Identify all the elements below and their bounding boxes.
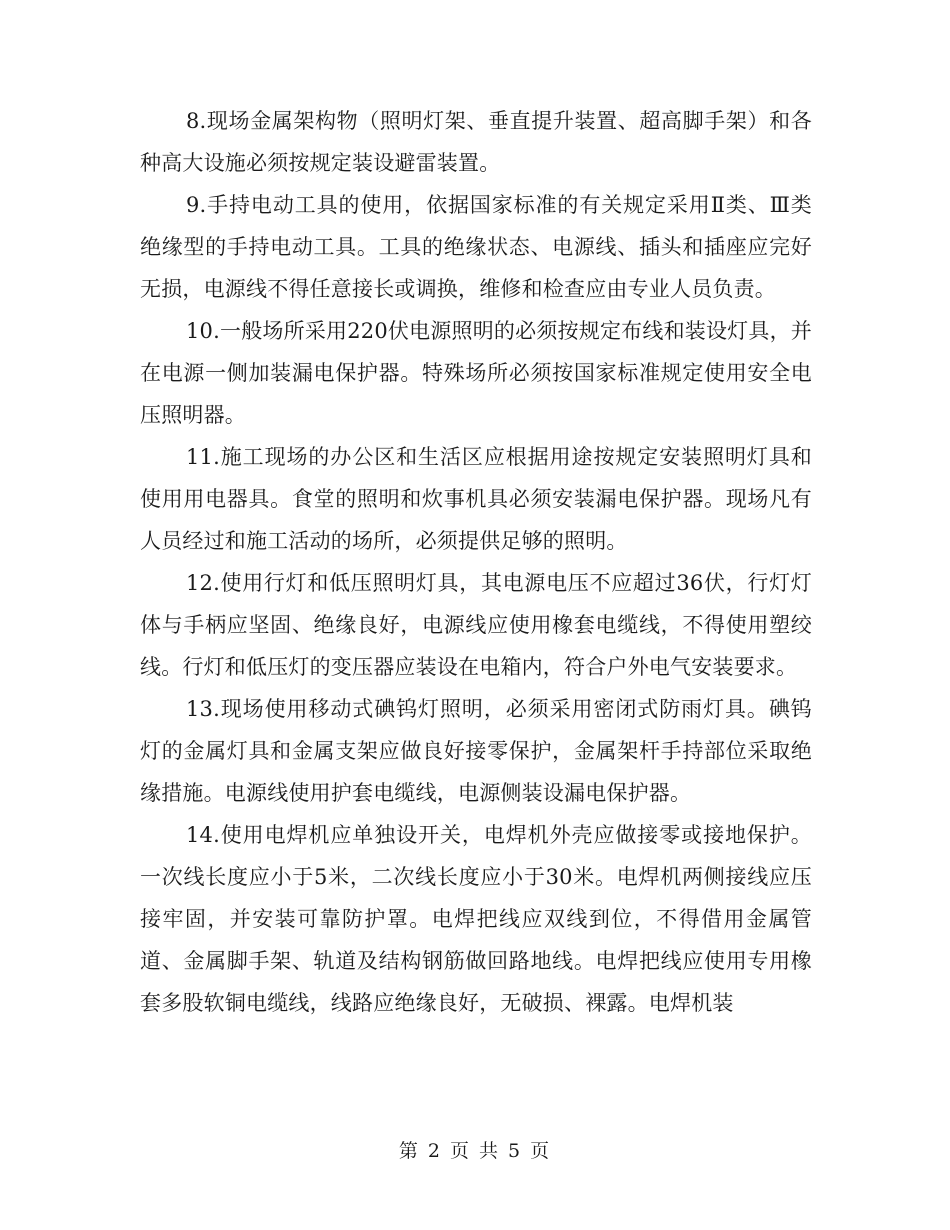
paragraph-item-14: 14.使用电焊机应单独设开关，电焊机外壳应做接零或接地保护。一次线长度应小于5米，二次线长度应小于30米。电焊机两侧接线应压接牢固，并安装可靠防护罩。电焊把线应双线到位，不得借用金属管道、金属脚手架、轨道及结构钢筋做回路地线。电焊把线应使用专用橡套多股软铜电缆线，线路应绝缘良好，无破损、裸露。电焊机装 bbox=[140, 823, 812, 1015]
page-number-footer: 第 2 页 共 5 页 bbox=[398, 1140, 552, 1162]
paragraph-item-8: 8.现场金属架构物（照明灯架、垂直提升装置、超高脚手架）和各种高大设施必须按规定装设避雷装置。 bbox=[140, 109, 812, 175]
document-body bbox=[140, 100, 812, 1024]
paragraph-item-11: 11.施工现场的办公区和生活区应根据用途按规定安装照明灯具和使用用电器具。食堂的照明和炊事机具必须安装漏电保护器。现场凡有人员经过和施工活动的场所，必须提供足够的照明。 bbox=[140, 445, 812, 553]
paragraph-item-10: 10.一般场所采用220伏电源照明的必须按规定布线和装设灯具，并在电源一侧加装漏电保护器。特殊场所必须按国家标准规定使用安全电压照明器。 bbox=[140, 319, 812, 427]
paragraph-item-12: 12.使用行灯和低压照明灯具，其电源电压不应超过36伏，行灯灯体与手柄应坚固、绝缘良好，电源线应使用橡套电缆线，不得使用塑绞线。行灯和低压灯的变压器应装设在电箱内，符合户外电气安装要求。 bbox=[140, 571, 812, 679]
paragraph-item-9: 9.手持电动工具的使用，依据国家标准的有关规定采用Ⅱ类、Ⅲ类绝缘型的手持电动工具。工具的绝缘状态、电源线、插头和插座应完好无损，电源线不得任意接长或调换，维修和检查应由专业人员负责。 bbox=[140, 193, 812, 301]
paragraph-item-13: 13.现场使用移动式碘钨灯照明，必须采用密闭式防雨灯具。碘钨灯的金属灯具和金属支架应做良好接零保护，金属架杆手持部位采取绝缘措施。电源线使用护套电缆线，电源侧装设漏电保护器。 bbox=[140, 697, 812, 805]
